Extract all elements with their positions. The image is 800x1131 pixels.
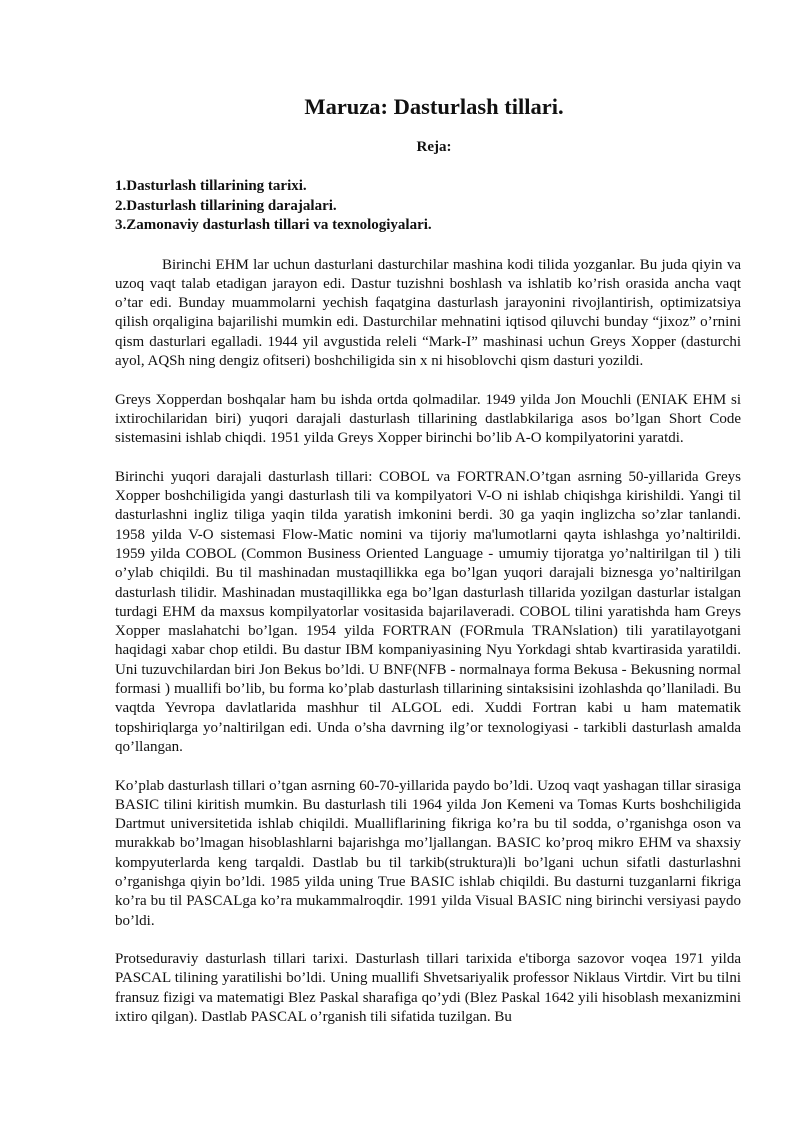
plan-list — [115, 177, 741, 236]
paragraph: Protseduraviy dasturlash tillari tarixi. Dasturlash tillari tarixida e'tiborga sazovor voqea 1971 yilda PASCAL tilining yaratilishi bo’ldi. Uning muallifi Shvetsariyalik professor Niklaus Virtdir. Virt bu tilni fransuz fizigi va matematigi Blez Paskal sharafiga qo’ydi (Blez Paskal 1642 yili hisoblash mexanizmini ixtiro qilgan). Dastlab PASCAL o’rganish tili sifatida tuzilgan. Bu — [115, 951, 741, 1026]
paragraph: Birinchi EHM lar uchun dasturlani dasturchilar mashina kodi tilida yozganlar. Bu juda qiyin va uzoq vaqt talab etadigan jarayon edi. Dastur tuzishni boshlash va ishlatib ko’rish orasida ancha vaqt o’tar edi. Bunday muammolarni yechish faqatgina dasturlash jarayonini rivojlantirish, optimizatsiya qilish orqaligina bajarilishi mumkin edi. Dasturchilar mehnatini iqtisod qiluvchi bunday “jixoz” o’rnini qism dasturlari egalladi. 1944 yil avgustida releli “Mark-I” mashinasi uchun Greys Xopper (dasturchi ayol, AQSh ning dengiz ofitseri) boshchiligida sin x ni hisoblovchi qism dasturi yozildi. — [115, 256, 741, 369]
document-title: Maruza: Dasturlash tillari. — [304, 94, 564, 119]
paragraph: Ko’plab dasturlash tillari o’tgan asrning 60-70-yillarida paydo bo’ldi. Uzoq vaqt yashagan tillar sirasiga BASIC tilini kiritish mumkin. Bu dasturlash tili 1964 yilda Jon Kemeni va Tomas Kurts boshchiligida Dartmut universitetida ishlab chiqildi. Mualliflarining fikriga ko’ra bu til sodda, o’rganishga oson va murakkab bo’lmagan hisoblashlarni bajarishga mo’ljallangan. BASIC ko’proq mikro EHM va shaxsiy kompyuterlarda keng tarqaldi. Dastlab bu til tarkib(struktura)li bo’lgani uchun sifatli dasturlashni o’rganishga qiyin bo’ldi. 1985 yilda uning True BASIC ishlab chiqildi. Bu dasturni tuzganlarni fikriga ko’ra bu til PASCALga ko’ra mukammalroqdir. 1991 yilda Visual BASIC ning birinchi versiyasi paydo bo’ldi. — [115, 777, 741, 929]
plan-item: 1.Dasturlash tillarining tarixi. — [115, 178, 307, 194]
plan-item: 3.Zamonaviy dasturlash tillari va texnologiyalari. — [115, 217, 432, 233]
document-page — [115, 92, 741, 1047]
paragraph: Greys Xopperdan boshqalar ham bu ishda ortda qolmadilar. 1949 yilda Jon Mouchli (ENIAK EHM si ixtirochilaridan biri) yuqori darajali dasturlash tillarining dastlabkilariga asos bo’lgan Short Code sistemasini ishlab chiqdi. 1951 yilda Greys Xopper birinchi bo’lib A-O kompilyatorini yaratdi. — [115, 391, 741, 447]
paragraph: Birinchi yuqori darajali dasturlash tillari: COBOL va FORTRAN.O’tgan asrning 50-yillarida Greys Xopper boshchiligida yangi dasturlash tili va kompilyatori V-O ni ishlab chiqishga kirishildi. Yangi til dasturlashni ingliz tiliga yaqin tilda yaratish imkonini berdi. 30 ga yaqin inglizcha so’zlar tanlandi. 1958 yilda V-O sistemasi Flow-Matic nomini va tijoriy ma'lumotlarni qayta ishlashga yo’naltirildi. 1959 yilda COBOL (Common Business Oriented Language - umumiy tijoratga yo’naltirilgan til ) tili o’ylab chiqildi. Bu til mashinadan mustaqillikka ega bo’lgan yuqori darajali biznesga yo’naltirilgan dasturlash tilidir. Mashinadan mustaqillikka ega bo’lgan dasturlash tillarida yozilgan dasturlar istalgan turdagi EHM da maxsus kompilyatorlar vositasida bajarilaveradi. COBOL tilini yaratishda ham Greys Xopper maslahatchi bo’lgan. 1954 yilda FORTRAN (FORmula TRANslation) tili yaratilayotgani haqidagi xabar chop etildi. Bu dastur IBM kompaniyasining Nyu Yorkdagi shtab kvartirasida yaratildi. Uni tuzuvchilardan biri Jon Bekus bo’ldi. U BNF(NFB - normalnaya forma Bekusa - Bekusning normal formasi ) muallifi bo’lib, bu forma ko’plab dasturlash tillarining sintaksisini izohlashda qo’llaniladi. Bu vaqtda Yevropa davlatlarida mashhur til ALGOL edi. Xuddi Fortran kabi u ham matematik topshiriqlarga yo’naltirilgan edi. Unda o’sha davrning ilg’or texnologiyasi - tarkibli dasturlash amalda qo’llangan. — [115, 468, 741, 755]
plan-item: 2.Dasturlash tillarining darajalari. — [115, 197, 337, 214]
plan-heading: Reja: — [416, 139, 452, 155]
